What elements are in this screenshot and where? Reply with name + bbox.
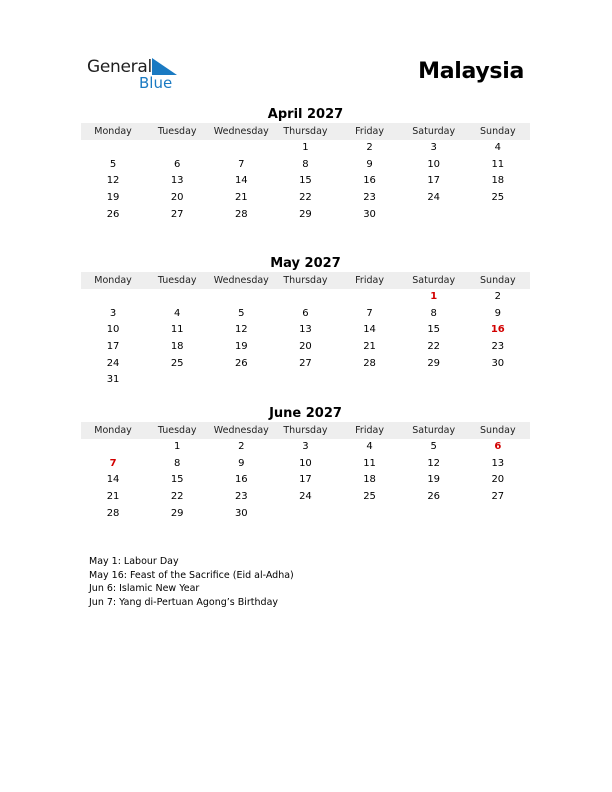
logo-text-general: General [87,57,152,77]
empty-day-cell [273,289,337,306]
week-row [81,506,530,523]
day-cell: 17 [299,474,312,486]
day-cell: 13 [491,457,505,469]
day-cell: 15 [170,474,184,486]
day-cell: 16 [490,324,505,336]
day-cell: 20 [299,341,312,353]
month-grid [81,140,530,223]
day-cell: 23 [234,491,248,503]
day-cell: 8 [302,158,309,170]
month-title: June 2027 [269,406,342,421]
day-cell: 7 [238,158,245,170]
day-cell: 18 [491,175,505,187]
day-cell: 23 [363,192,376,204]
empty-day-cell [466,506,530,523]
month-june [81,405,530,522]
week-row [81,207,530,224]
weekday-header [81,422,530,439]
empty-day-cell [81,140,145,157]
day-cell: 14 [234,175,248,187]
day-cell: 26 [106,208,120,220]
day-cell: 16 [363,175,376,187]
empty-day-cell [338,289,402,306]
week-row [81,140,530,157]
weekday-label: Monday [94,126,132,137]
weekday-label: Monday [94,275,132,286]
weekday-label: Friday [355,275,384,286]
day-cell: 27 [170,208,184,220]
day-cell: 8 [174,457,181,469]
day-cell: 25 [170,357,184,369]
weekday-label: Saturday [412,425,456,436]
weekday-label: Friday [355,425,384,436]
logo-flag-icon [152,58,177,75]
day-cell: 9 [494,307,501,319]
week-row [81,339,530,356]
day-cell: 21 [363,341,376,353]
day-cell: 6 [302,307,309,319]
month-april [81,106,530,223]
day-cell: 31 [106,374,120,386]
day-cell: 14 [363,324,376,336]
day-cell: 3 [109,307,117,319]
day-cell: 25 [363,491,376,503]
empty-day-cell [209,140,273,157]
holiday-item: May 1: Labour Day [89,556,179,567]
day-cell: 13 [170,175,184,187]
weekday-label: Tuesday [157,425,197,436]
weekday-header [81,123,530,140]
day-cell: 5 [430,441,437,452]
day-cell: 30 [491,357,505,369]
holiday-list [89,555,294,609]
day-cell: 29 [170,507,184,519]
holiday-item: Jun 6: Islamic New Year [89,583,200,595]
day-cell: 1 [174,441,181,452]
month-grid [81,289,530,389]
day-cell: 20 [491,474,505,486]
day-cell: 3 [302,441,309,452]
empty-day-cell [145,289,209,306]
week-row [81,439,530,456]
day-cell: 12 [427,457,441,469]
day-cell: 1 [430,291,438,302]
day-cell: 19 [106,192,120,204]
day-cell: 9 [366,158,373,170]
empty-day-cell [145,140,209,157]
day-cell: 21 [106,491,120,503]
week-row [81,372,530,389]
day-cell: 4 [494,142,501,153]
day-cell: 27 [299,357,312,369]
day-cell: 20 [170,192,184,204]
day-cell: 6 [494,441,502,452]
day-cell: 19 [234,341,248,353]
weekday-label: Tuesday [157,275,197,286]
month-grid [81,439,530,522]
country-title: Malaysia [418,59,524,84]
week-row [81,356,530,373]
empty-day-cell [402,506,466,523]
weekday-label: Tuesday [157,126,197,137]
weekday-label: Saturday [412,126,456,137]
empty-day-cell [273,372,337,389]
weekday-label: Wednesday [213,425,269,436]
weekday-label: Wednesday [213,275,269,286]
day-cell: 6 [174,158,181,170]
day-cell: 4 [174,307,181,319]
day-cell: 1 [302,142,309,153]
day-cell: 30 [234,507,248,519]
day-cell: 10 [106,324,120,336]
week-row [81,190,530,207]
day-cell: 18 [170,341,184,353]
day-cell: 29 [427,357,441,369]
weekday-label: Sunday [480,275,516,286]
empty-day-cell [338,372,402,389]
week-row [81,289,530,306]
day-cell: 24 [299,491,312,503]
day-cell: 11 [363,457,376,469]
week-row [81,489,530,506]
week-row [81,173,530,190]
empty-day-cell [466,207,530,224]
day-cell: 10 [299,457,312,469]
day-cell: 11 [491,158,505,170]
day-cell: 26 [234,357,248,369]
month-may [81,255,530,389]
generalblue-logo [87,55,187,95]
day-cell: 2 [366,142,373,153]
day-cell: 12 [234,324,248,336]
day-cell: 17 [427,175,441,187]
empty-day-cell [402,372,466,389]
day-cell: 27 [491,491,505,503]
day-cell: 14 [106,474,120,486]
week-row [81,322,530,339]
day-cell: 12 [106,175,120,187]
day-cell: 24 [427,192,441,204]
day-cell: 18 [363,474,376,486]
day-cell: 8 [430,307,437,319]
day-cell: 22 [170,491,184,503]
day-cell: 5 [109,158,117,170]
day-cell: 13 [299,324,312,336]
day-cell: 2 [494,291,501,302]
weekday-label: Sunday [480,425,516,436]
day-cell: 22 [427,341,441,353]
day-cell: 17 [106,341,120,353]
day-cell: 7 [366,307,373,319]
weekday-label: Sunday [480,126,516,137]
weekday-label: Wednesday [213,126,269,137]
week-row [81,157,530,174]
empty-day-cell [209,372,273,389]
day-cell: 28 [106,507,120,519]
day-cell: 11 [170,324,184,336]
weekday-label: Thursday [283,425,328,436]
weekday-label: Saturday [412,275,456,286]
day-cell: 25 [491,192,505,204]
day-cell: 29 [299,208,312,220]
weekday-header [81,272,530,289]
day-cell: 24 [106,357,120,369]
month-title: May 2027 [270,256,341,271]
holiday-item: Jun 7: Yang di-Pertuan Agong’s Birthday [89,596,279,608]
empty-day-cell [466,372,530,389]
week-row [81,456,530,473]
empty-day-cell [273,506,337,523]
day-cell: 5 [238,307,245,319]
day-cell: 23 [491,341,505,353]
weekday-label: Friday [355,126,384,137]
day-cell: 22 [299,192,312,204]
empty-day-cell [338,506,402,523]
empty-day-cell [402,207,466,224]
day-cell: 19 [427,474,441,486]
day-cell: 15 [427,324,441,336]
empty-day-cell [81,289,145,306]
weekday-label: Monday [94,425,132,436]
day-cell: 9 [238,457,245,469]
weekday-label: Thursday [283,126,328,137]
day-cell: 7 [109,457,117,469]
empty-day-cell [81,439,145,456]
day-cell: 26 [427,491,441,503]
day-cell: 21 [234,192,248,204]
day-cell: 28 [363,357,376,369]
empty-day-cell [145,372,209,389]
day-cell: 15 [299,175,312,187]
day-cell: 3 [430,142,437,153]
month-title: April 2027 [267,107,344,122]
day-cell: 4 [366,441,373,452]
empty-day-cell [209,289,273,306]
day-cell: 10 [427,158,441,170]
week-row [81,472,530,489]
week-row [81,306,530,323]
holiday-item: May 16: Feast of the Sacrifice (Eid al-Adha) [89,569,294,581]
day-cell: 28 [234,208,248,220]
day-cell: 30 [363,208,376,220]
day-cell: 16 [234,474,248,486]
weekday-label: Thursday [283,275,328,286]
day-cell: 2 [238,441,245,452]
logo-text-blue: Blue [139,74,173,92]
